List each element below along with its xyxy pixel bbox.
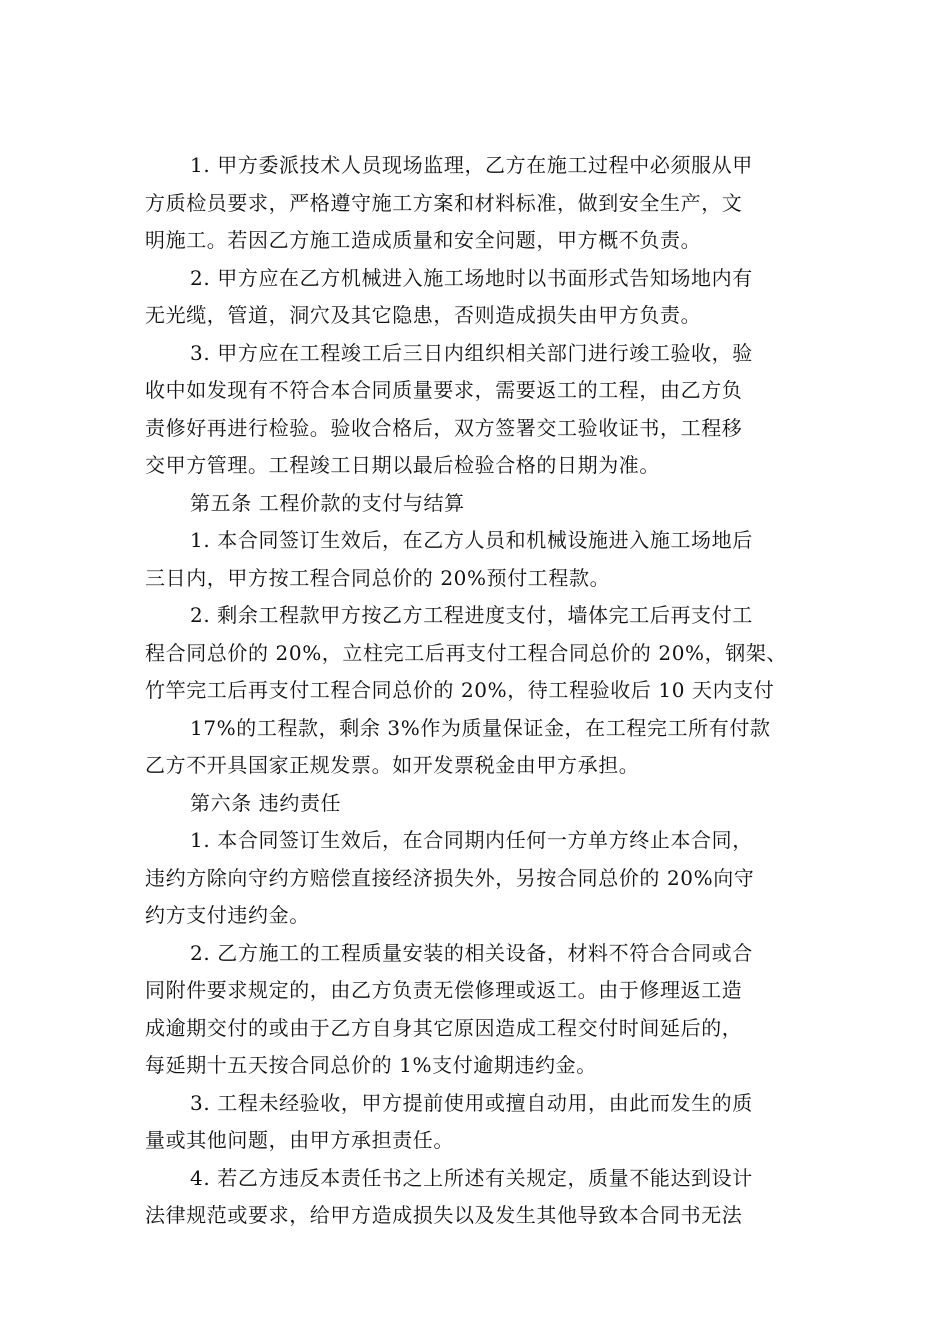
text-line: 收中如发现有不符合本合同质量要求，需要返工的工程，由乙方负 bbox=[145, 378, 743, 402]
text-line: 责修好再进行检验。验收合格后，双方签署交工验收证书，工程移 bbox=[145, 415, 743, 440]
text-line: 三日内，甲方按工程合同总价的 20%预付工程款。 bbox=[145, 565, 611, 590]
text-line: 程合同总价的 20%，立柱完工后再支付工程合同总价的 20%，钢架、 bbox=[145, 640, 788, 665]
text-line: 同附件要求规定的，由乙方负责无偿修理或返工。由于修理返工造 bbox=[145, 978, 743, 1002]
text-line: 2. 甲方应在乙方机械进入施工场地时以书面形式告知场地内有 bbox=[190, 265, 753, 290]
text-line: 每延期十五天按合同总价的 1%支付逾期违约金。 bbox=[145, 1053, 597, 1077]
section-heading: 第六条 违约责任 bbox=[190, 790, 342, 815]
section-heading: 第五条 工程价款的支付与结算 bbox=[190, 490, 465, 515]
text-line: 违约方除向守约方赔偿直接经济损失外，另按合同总价的 20%向守 bbox=[145, 865, 755, 890]
text-line: 2. 乙方施工的工程质量安装的相关设备，材料不符合合同或合 bbox=[190, 940, 753, 965]
text-line: 3. 工程未经验收，甲方提前使用或擅自动用，由此而发生的质 bbox=[190, 1090, 753, 1115]
text-line: 乙方不开具国家正规发票。如开发票税金由甲方承担。 bbox=[145, 753, 640, 777]
text-line: 竹竿完工后再支付工程合同总价的 20%，待工程验收后 10 天内支付 bbox=[145, 678, 775, 702]
text-line: 17%的工程款，剩余 3%作为质量保证金，在工程完工所有付款 bbox=[190, 715, 771, 740]
text-line: 约方支付违约金。 bbox=[145, 903, 310, 927]
text-line: 明施工。若因乙方施工造成质量和安全问题，甲方概不负责。 bbox=[145, 228, 702, 252]
text-line: 法律规范或要求，给甲方造成损失以及发生其他导致本合同书无法 bbox=[145, 1203, 743, 1227]
text-line: 量或其他问题，由甲方承担责任。 bbox=[145, 1128, 454, 1152]
text-line: 方质检员要求，严格遵守施工方案和材料标准，做到安全生产，文 bbox=[145, 190, 743, 215]
text-line: 2. 剩余工程款甲方按乙方工程进度支付，墙体完工后再支付工 bbox=[190, 603, 753, 627]
contract-text-body bbox=[145, 147, 815, 1235]
text-line: 交甲方管理。工程竣工日期以最后检验合格的日期为准。 bbox=[145, 453, 660, 477]
text-line: 4. 若乙方违反本责任书之上所述有关规定，质量不能达到设计 bbox=[190, 1165, 753, 1190]
text-line: 1. 本合同签订生效后，在乙方人员和机械设施进入施工场地后 bbox=[190, 528, 753, 552]
text-line: 无光缆，管道，洞穴及其它隐患，否则造成损失由甲方负责。 bbox=[145, 303, 702, 327]
text-line: 1. 本合同签订生效后，在合同期内任何一方单方终止本合同， bbox=[190, 828, 753, 852]
text-line: 1. 甲方委派技术人员现场监理，乙方在施工过程中必须服从甲 bbox=[190, 153, 753, 177]
text-line: 成逾期交付的或由于乙方自身其它原因造成工程交付时间延后的， bbox=[145, 1015, 743, 1040]
text-line: 3. 甲方应在工程竣工后三日内组织相关部门进行竣工验收，验 bbox=[190, 340, 753, 365]
